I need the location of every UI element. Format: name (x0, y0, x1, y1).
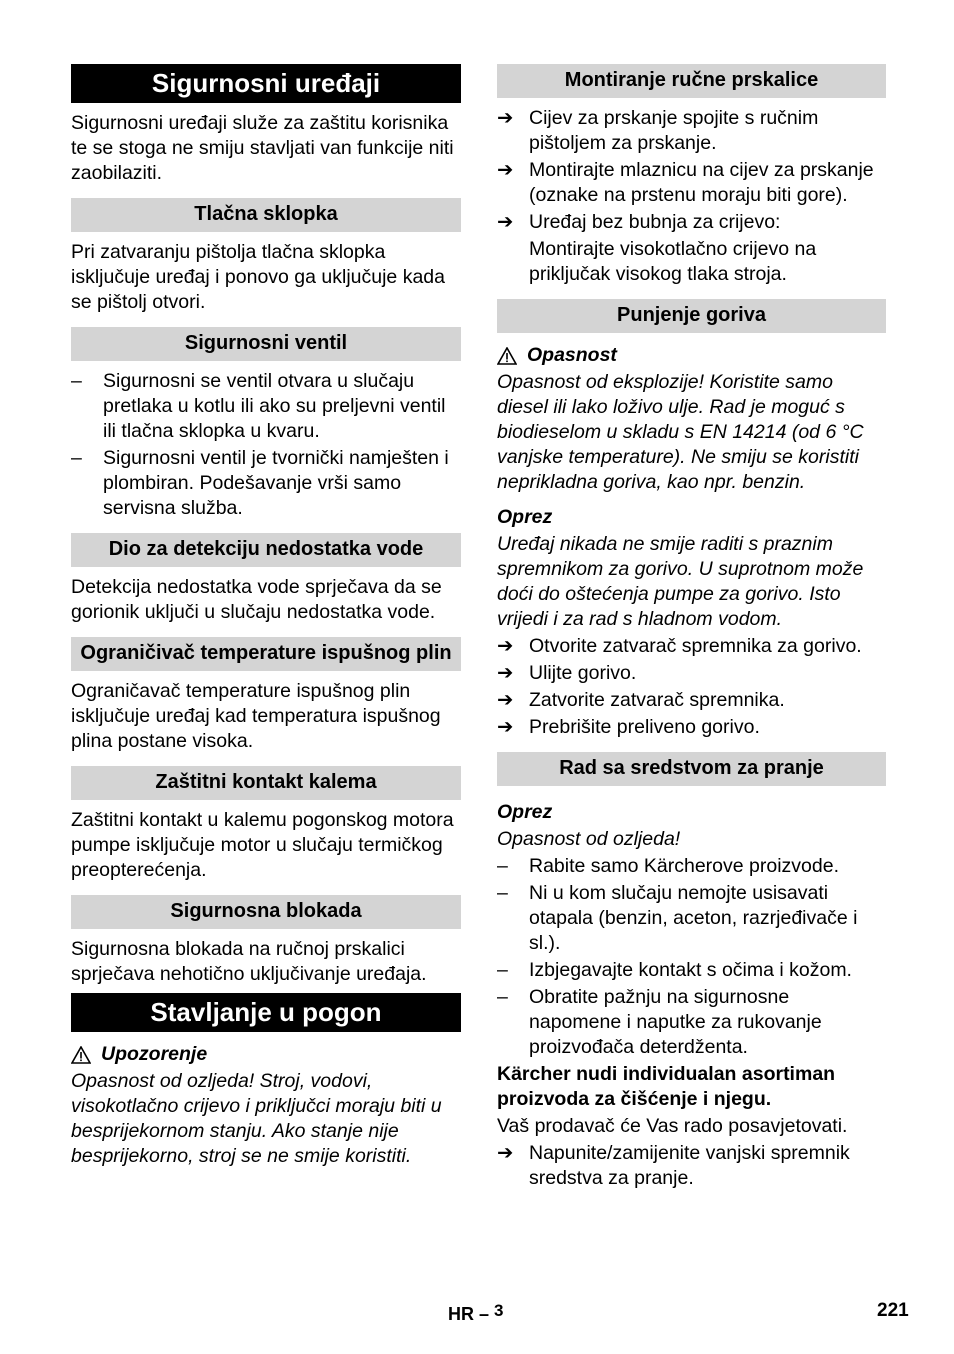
heading-sigurnosni-uredaji: Sigurnosni uređaji (71, 64, 461, 103)
list-item: – Ni u kom slučaju nemojte usisavati otapala (benzin, aceton, razrjeđivače i sl.). (497, 881, 886, 956)
heading-zastitni-kontakt: Zaštitni kontakt kalema (71, 766, 461, 800)
list-item: – Sigurnosni ventil je tvornički namješten i plombiran. Podešavanje vrši samo servisna služba. (71, 446, 461, 521)
arrow-item: ➔ Cijev za prskanje spojite s ručnim pištoljem za prskanje. (497, 106, 886, 156)
danger-text: Opasnost od eksplozije! Koristite samo diesel ili lako loživo ulje. Rad je moguć s biodieselom u skladu s EN 14214 (od 6 °C vanjske temperature). Ne smiju se koristiti neprikladna goriva, kao npr. benzin. (497, 371, 864, 493)
footer-lang-code: HR (448, 1304, 474, 1324)
arrow-item: ➔ Ulijte gorivo. (497, 661, 886, 686)
page-number: 221 (877, 1300, 909, 1321)
heading-ogranicavac: Ograničivač temperature ispušnog plin (71, 637, 461, 671)
caution-header (497, 800, 886, 825)
list-item: – Sigurnosni se ventil otvara u slučaju pretlaka u kotlu ili ako su preljevni ventil ili tlačna sklopka u kvaru. (71, 369, 461, 444)
warning-header (71, 1042, 461, 1067)
heading-stavljanje-u-pogon: Stavljanje u pogon (71, 993, 461, 1032)
heading-sigurnosna-blokada: Sigurnosna blokada (71, 895, 461, 929)
paragraph: Ograničavač temperature ispušnog plin isključuje uređaj kad temperatura ispušnog plina postane visoka. (71, 680, 441, 752)
heading-tlacna-sklopka: Tlačna sklopka (71, 198, 461, 232)
danger-header (497, 343, 886, 368)
left-column (71, 64, 461, 1171)
indented-note: Montirajte visokotlačno crijevo na priključak visokog tlaka stroja. (529, 238, 817, 285)
arrow-item: ➔ Otvorite zatvarač spremnika za gorivo. (497, 634, 886, 659)
arrow-item: ➔ Montirajte mlaznicu na cijev za prskanje (oznake na prstenu moraju biti gore). (497, 158, 886, 208)
arrow-item: ➔ Prebrišite preliveno gorivo. (497, 715, 886, 740)
heading-detekcija: Dio za detekciju nedostatka vode (71, 533, 461, 567)
dealer-note: Vaš prodavač će Vas rado posavjetovati. (497, 1115, 848, 1137)
right-column (497, 64, 886, 1193)
paragraph: Sigurnosna blokada na ručnoj prskalici sprječava nehotično uključivanje uređaja. (71, 938, 427, 985)
caution-text: Opasnost od ozljeda! (497, 828, 681, 850)
arrow-item: ➔ Zatvorite zatvarač spremnika. (497, 688, 886, 713)
footer-section-number: 3 (494, 1301, 504, 1320)
heading-sigurnosni-ventil: Sigurnosni ventil (71, 327, 461, 361)
bold-note: Kärcher nudi individualan asortiman proizvoda za čišćenje i njegu. (497, 1063, 836, 1110)
heading-rad-sa-sredstvom: Rad sa sredstvom za pranje (497, 752, 886, 786)
paragraph: Zaštitni kontakt u kalemu pogonskog motora pumpe isključuje motor u slučaju termičkog preopterećenja. (71, 809, 454, 881)
paragraph: Sigurnosni uređaji služe za zaštitu korisnika te se stoga ne smiju stavljati van funkcije niti zaobilaziti. (71, 112, 454, 184)
paragraph: Pri zatvaranju pištolja tlačna sklopka isključuje uređaj i ponovo ga uključuje kada se pištolj otvori. (71, 241, 445, 313)
warning-text: Opasnost od ozljeda! Stroj, vodovi, visokotlačno crijevo i priključci moraju biti u besprijekornom stanju. Ako stanje nije besprijekorno, stroj se ne smije koristiti. (71, 1070, 442, 1167)
caution-header (497, 505, 886, 530)
list-item: – Izbjegavajte kontakt s očima i kožom. (497, 958, 886, 983)
heading-montiranje: Montiranje ručne prskalice (497, 64, 886, 98)
arrow-item: ➔ Napunite/zamijenite vanjski spremnik sredstva za pranje. (497, 1141, 886, 1191)
caution-text: Uređaj nikada ne smije raditi s praznim spremnikom za gorivo. U suprotnom može doći do oštećenja pumpe za gorivo. Isto vrijedi i za rad s hladnom vodom. (497, 533, 864, 630)
caution-label: Oprez (497, 801, 553, 823)
list-item: – Obratite pažnju na sigurnosne napomene i naputke za rukovanje proizvođača deterdženta. (497, 985, 886, 1060)
danger-label: Opasnost (527, 344, 617, 366)
footer-language (448, 1298, 504, 1327)
caution-label: Oprez (497, 506, 553, 528)
heading-punjenje-goriva: Punjenje goriva (497, 299, 886, 333)
paragraph: Detekcija nedostatka vode sprječava da se gorionik uključi u slučaju nedostatka vode. (71, 576, 442, 623)
warning-triangle-icon (497, 347, 517, 365)
arrow-item: ➔ Uređaj bez bubnja za crijevo: (497, 210, 886, 235)
warning-triangle-icon (71, 1046, 91, 1064)
footer-separator: – (479, 1304, 490, 1324)
list-item: – Rabite samo Kärcherove proizvode. (497, 854, 886, 879)
warning-label: Upozorenje (101, 1043, 208, 1065)
